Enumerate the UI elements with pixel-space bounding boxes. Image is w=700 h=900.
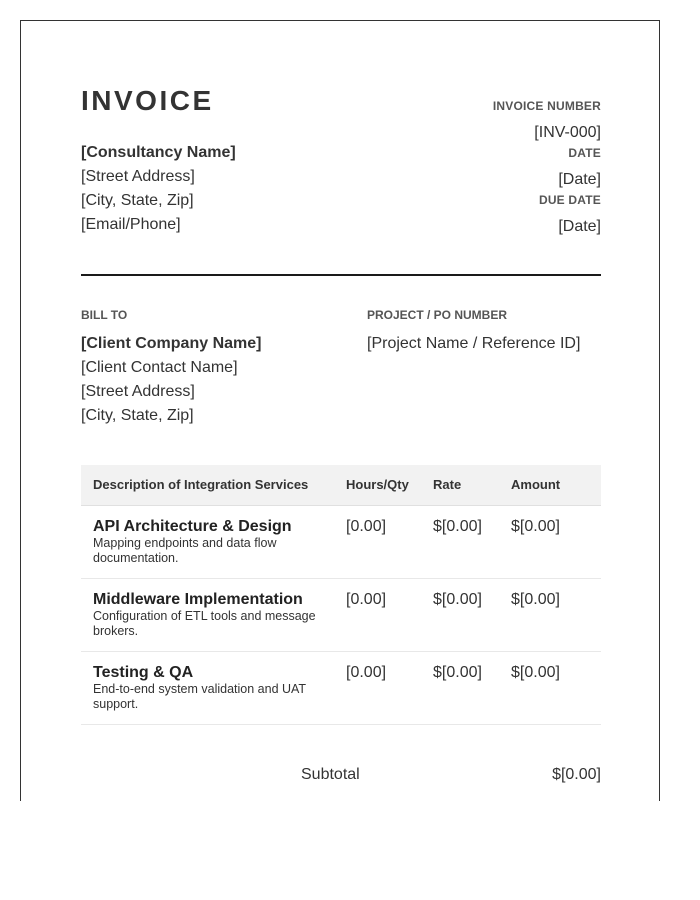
item-description: End-to-end system validation and UAT support.	[93, 682, 306, 711]
item-description: Mapping endpoints and data flow documentation.	[93, 536, 277, 565]
item-title: Testing & QA	[93, 664, 194, 681]
header-qty: Hours/Qty	[346, 477, 409, 492]
due-date-value: [Date]	[558, 218, 601, 235]
item-rate: $[0.00]	[433, 591, 482, 608]
item-qty: [0.00]	[346, 591, 387, 608]
header-rate: Rate	[433, 477, 462, 492]
project-value: [Project Name / Reference ID]	[367, 335, 581, 352]
header-divider	[81, 274, 601, 276]
table-header	[81, 465, 601, 506]
item-rate: $[0.00]	[433, 518, 482, 535]
item-title: Middleware Implementation	[93, 591, 303, 608]
item-qty: [0.00]	[346, 664, 387, 681]
client-contact: [Client Contact Name]	[81, 359, 238, 376]
date-label: DATE	[568, 146, 601, 160]
client-company: [Client Company Name]	[81, 335, 262, 352]
header-description: Description of Integration Services	[93, 477, 309, 492]
item-rate: $[0.00]	[433, 664, 482, 681]
item-amount: $[0.00]	[511, 591, 560, 608]
item-amount: $[0.00]	[511, 518, 560, 535]
project-section	[367, 308, 607, 356]
consultancy-name: [Consultancy Name]	[81, 144, 236, 161]
consultancy-street: [Street Address]	[81, 168, 195, 185]
client-city: [City, State, Zip]	[81, 407, 194, 424]
due-date-label: DUE DATE	[538, 193, 601, 207]
item-description: Configuration of ETL tools and message brokers.	[93, 609, 316, 638]
line-items-table	[81, 465, 601, 725]
consultancy-contact: [Email/Phone]	[81, 216, 181, 233]
table-row	[81, 506, 601, 579]
consultancy-city: [City, State, Zip]	[81, 192, 194, 209]
bill-to-section	[81, 308, 361, 428]
client-street: [Street Address]	[81, 383, 195, 400]
header-amount: Amount	[511, 477, 561, 492]
consultancy-address	[81, 141, 236, 237]
item-title: API Architecture & Design	[93, 518, 292, 535]
table-row	[81, 652, 601, 725]
project-label: PROJECT / PO NUMBER	[367, 308, 508, 322]
invoice-meta	[493, 99, 601, 240]
item-qty: [0.00]	[346, 518, 387, 535]
date-value: [Date]	[558, 171, 601, 188]
item-amount: $[0.00]	[511, 664, 560, 681]
invoice-number-value: [INV-000]	[534, 124, 601, 141]
invoice-number-label: INVOICE NUMBER	[492, 99, 601, 113]
invoice-title: INVOICE	[81, 85, 214, 116]
bill-to-label: BILL TO	[81, 308, 128, 322]
invoice-page	[20, 20, 660, 801]
subtotal-value: $[0.00]	[552, 766, 601, 783]
subtotal-label: Subtotal	[301, 766, 360, 783]
table-row	[81, 579, 601, 652]
